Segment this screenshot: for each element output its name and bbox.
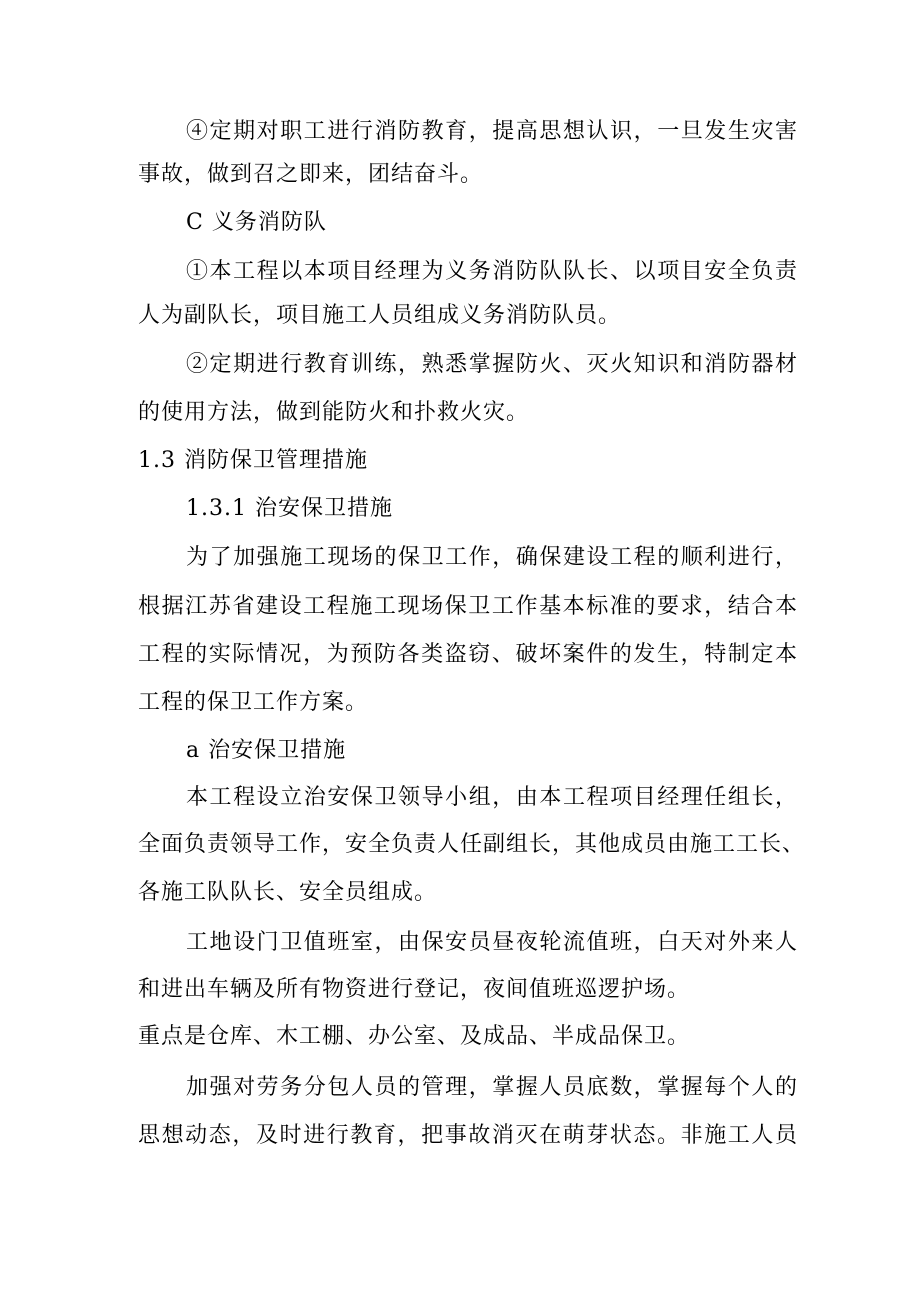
paragraph-line: 工地设门卫值班室，由保安员昼夜轮流值班，白天对外来人 (186, 930, 798, 955)
section-heading: 1.3 消防保卫管理措施 (138, 448, 368, 473)
paragraph-line: 全面负责领导工作，安全负责人任副组长，其他成员由施工工长、 (138, 832, 806, 857)
subsection-title: a 治安保卫措施 (186, 738, 347, 763)
paragraph-line: 重点是仓库、木工棚、办公室、及成品、半成品保卫。 (138, 1024, 691, 1049)
paragraph-line: 工程的保卫工作方案。 (138, 690, 369, 715)
paragraph-line: 各施工队队长、安全员组成。 (138, 880, 438, 905)
paragraph-line: 事故，做到召之即来，团结奋斗。 (138, 162, 484, 187)
paragraph-line: ②定期进行教育训练，熟悉掌握防火、灭火知识和消防器材 (186, 352, 798, 377)
paragraph-line: 加强对劳务分包人员的管理，掌握人员底数，掌握每个人的 (186, 1075, 798, 1100)
paragraph-line: 根据江苏省建设工程施工现场保卫工作基本标准的要求，结合本 (138, 594, 798, 619)
paragraph-line: 的使用方法，做到能防火和扑救火灾。 (138, 400, 530, 425)
paragraph-line: 思想动态，及时进行教育，把事故消灭在萌芽状态。非施工人员 (138, 1123, 798, 1148)
paragraph-line: 为了加强施工现场的保卫工作，确保建设工程的顺利进行， (186, 545, 798, 570)
paragraph-line: ④定期对职工进行消防教育，提高思想认识，一旦发生灾害 (186, 119, 798, 144)
paragraph-line: 工程的实际情况，为预防各类盗窃、破坏案件的发生，特制定本 (138, 642, 798, 667)
subsection-title: C 义务消防队 (186, 210, 327, 235)
paragraph-line: ①本工程以本项目经理为义务消防队队长、以项目安全负责 (186, 259, 798, 284)
paragraph-line: 本工程设立治安保卫领导小组，由本工程项目经理任组长， (186, 785, 798, 810)
paragraph-line: 和进出车辆及所有物资进行登记，夜间值班巡逻护场。 (138, 977, 691, 1002)
subsection-heading: 1.3.1 治安保卫措施 (186, 496, 393, 521)
paragraph-line: 人为副队长，项目施工人员组成义务消防队员。 (138, 303, 622, 328)
